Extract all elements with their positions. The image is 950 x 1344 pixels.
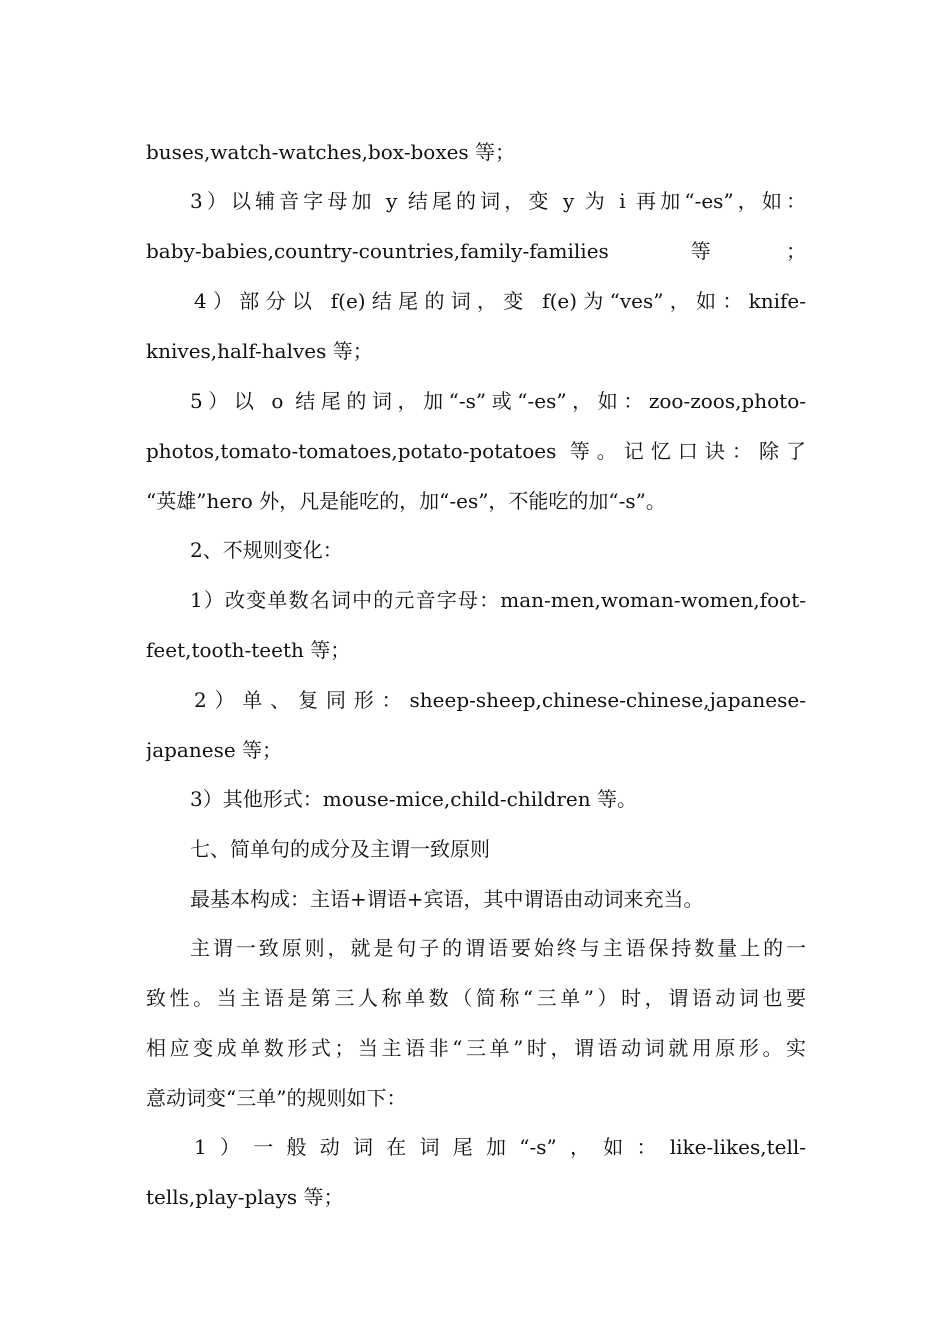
text-line: 3）以辅音字母加 y 结尾的词，变 y 为 i 再加“-es”，如： [190,189,806,213]
section-heading: 七、简单句的成分及主谓一致原则 [190,837,490,861]
text-line: 2）单、复同形：sheep-sheep,chinese-chinese,japanese- [194,688,806,712]
text-line: baby-babies,country-countries,family-families 等； [146,239,806,263]
text-line: 2、不规则变化： [190,538,343,562]
text-line: buses,watch-watches,box-boxes 等； [146,140,516,164]
text-line: 主谓一致原则，就是句子的谓语要始终与主语保持数量上的一 [190,936,806,960]
text-line: 相应变成单数形式；当主语非“三单”时，谓语动词就用原形。实 [146,1036,806,1060]
text-line: 意动词变“三单”的规则如下： [146,1086,407,1110]
text-line: 1）一般动词在词尾加“-s”，如：like-likes,tell- [194,1135,806,1159]
text-line: 4）部分以 f(e)结尾的词，变 f(e)为“ves”，如：knife- [194,289,806,313]
text-line: 最基本构成：主语+谓语+宾语，其中谓语由动词来充当。 [190,887,704,911]
text-line: 致性。当主语是第三人称单数（简称“三单”）时，谓语动词也要 [146,986,806,1010]
text-line: tells,play-plays 等； [146,1185,344,1209]
text-line: 5）以 o 结尾的词，加“-s”或“-es”，如：zoo-zoos,photo- [190,389,806,413]
text-line: japanese 等； [146,738,283,762]
text-line: knives,half-halves 等； [146,339,373,363]
text-line: 3）其他形式：mouse-mice,child-children 等。 [190,787,637,811]
text-line: feet,tooth-teeth 等； [146,638,351,662]
text-line: “英雄”hero 外，凡是能吃的，加“-es”，不能吃的加“-s”。 [146,489,666,513]
text-line: photos,tomato-tomatoes,potato-potatoes 等。记忆口诀：除了 [146,439,806,463]
text-line: 1）改变单数名词中的元音字母：man-men,woman-women,foot- [190,588,806,612]
